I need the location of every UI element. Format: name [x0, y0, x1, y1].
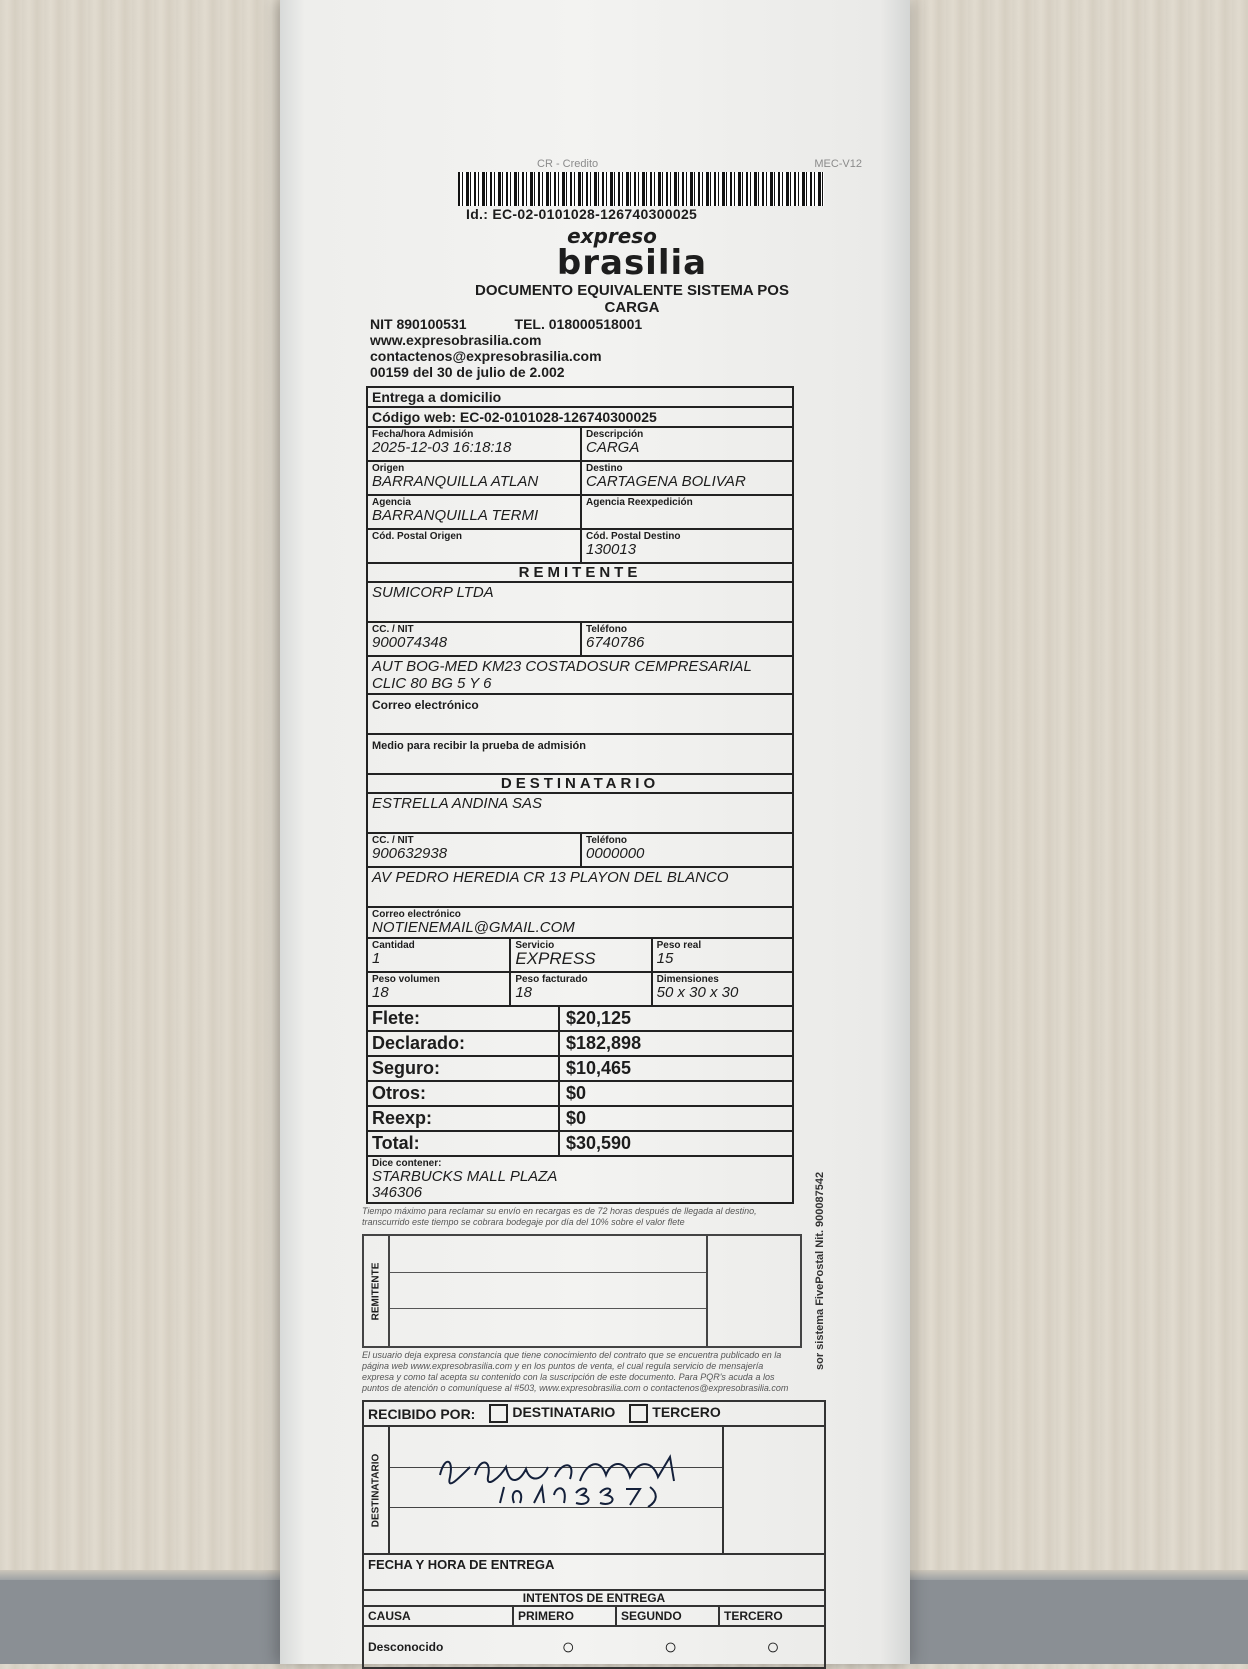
- document-subtitle: CARGA: [604, 299, 660, 316]
- sender-phone-value: 6740786: [586, 634, 645, 651]
- vol-weight-label: Peso volumen: [372, 974, 440, 985]
- sender-phone-cell: [580, 623, 792, 655]
- company-email: contactenos@expresobrasilia.com: [370, 348, 602, 364]
- logo-main-text: brasilia: [556, 243, 708, 283]
- sender-email-label: [368, 695, 792, 735]
- third-attempt-circle-icon: ○: [766, 1634, 780, 1659]
- contents-line1: STARBUCKS MALL PLAZA: [372, 1168, 558, 1185]
- sender-address-line1: AUT BOG-MED KM23 COSTADOSUR CEMPRESARIAL: [372, 658, 752, 675]
- sender-signature-box: [362, 1234, 802, 1348]
- real-weight-label: Peso real: [656, 940, 702, 951]
- third-party-option: [629, 1404, 720, 1423]
- recipient-email-value: NOTIENEMAIL@GMAIL.COM: [372, 919, 575, 936]
- vol-weight-value: 18: [372, 984, 389, 1001]
- document-title: DOCUMENTO EQUIVALENTE SISTEMA POS: [475, 282, 789, 299]
- brand-logo: [362, 224, 902, 283]
- delivery-date-label: FECHA Y HORA DE ENTREGA: [364, 1553, 824, 1589]
- postal-origin-cell: [368, 530, 580, 562]
- origin-cell: [368, 462, 580, 494]
- agency-label: Agencia: [372, 497, 411, 508]
- company-resolution: 00159 del 30 de julio de 2.002: [370, 364, 565, 380]
- sender-medium-text: Medio para recibir la prueba de admisión: [372, 740, 586, 752]
- tracking-id: Id.: EC-02-0101028-126740300025: [466, 206, 698, 222]
- charge-value: $30,590: [566, 1133, 632, 1153]
- recipient-signature-lines: [390, 1427, 724, 1553]
- third-attempt-label: TERCERO: [724, 1609, 783, 1623]
- signature-line: [390, 1308, 706, 1309]
- recipient-phone-label: Teléfono: [586, 835, 627, 846]
- receipt-paper: [280, 0, 910, 1664]
- recipient-address: AV PEDRO HEREDIA CR 13 PLAYON DEL BLANCO: [368, 868, 792, 908]
- qty-cell: [368, 939, 509, 971]
- received-by-header: [364, 1402, 824, 1425]
- postal-origin-label: Cód. Postal Origen: [372, 531, 463, 542]
- destination-cell: [580, 462, 792, 494]
- postal-dest-cell: [580, 530, 792, 562]
- charge-label: Otros:: [368, 1082, 560, 1105]
- provider-side-text: sor sistema FivePostal Nit. 900087542: [814, 1171, 826, 1370]
- recipient-email-cell: [368, 908, 792, 939]
- description-value: CARGA: [586, 439, 640, 456]
- ticket-content: [362, 158, 902, 1669]
- admission-label: Fecha/hora Admisión: [372, 429, 474, 440]
- second-attempt-circle-icon: ○: [663, 1634, 678, 1659]
- charge-value: $0: [566, 1108, 587, 1128]
- dims-value: 50 x 30 x 30: [656, 984, 739, 1001]
- sender-phone-label: Teléfono: [586, 624, 627, 635]
- handwritten-signature: [430, 1437, 710, 1507]
- reexp-agency-label: Agencia Reexpedición: [586, 497, 693, 508]
- recipient-side-text: DESTINATARIO: [370, 1453, 382, 1527]
- logo-top-text: expreso: [567, 224, 657, 248]
- web-code: Código web: EC-02-0101028-126740300025: [368, 408, 792, 428]
- billed-weight-label: Peso facturado: [515, 974, 588, 985]
- postal-dest-value: 130013: [586, 541, 637, 558]
- real-weight-cell: [651, 939, 792, 971]
- received-by-section: [362, 1400, 826, 1669]
- barcode: [458, 172, 824, 206]
- charge-label: Reexp:: [368, 1107, 560, 1130]
- description-label: Descripción: [586, 429, 644, 440]
- charge-value: $0: [566, 1083, 587, 1103]
- sender-nit-label: CC. / NIT: [372, 624, 414, 635]
- company-phone: TEL. 018000518001: [514, 316, 643, 332]
- postal-dest-label: Cód. Postal Destino: [586, 531, 681, 542]
- contents-label: Dice contener:: [372, 1158, 442, 1169]
- agency-value: BARRANQUILLA TERMI: [372, 507, 539, 524]
- attempts-header: [364, 1605, 824, 1625]
- contract-terms: El usuario deja expresa constancia que tiene conocimiento del contrato que se encuentra publicado en la página web www.expresobrasilia.com y en los puntos de venta, el cual regula servicio de mensajería expresa y como tal acepta su contenido con la suscripción de este documento. Para PQR's acuda a los puntos de atención o comuníquese al #503, www.expresobrasilia.com o contactenos@expresobrasilia.com: [362, 1350, 789, 1393]
- sender-side-text: REMITENTE: [370, 1262, 382, 1320]
- company-web: www.expresobrasilia.com: [370, 332, 542, 348]
- shipment-table: [366, 386, 794, 1204]
- sender-email-label-text: Correo electrónico: [372, 698, 479, 712]
- charge-value: $10,465: [566, 1058, 632, 1078]
- agency-cell: [368, 496, 580, 528]
- charge-label: Seguro:: [368, 1057, 560, 1080]
- destination-value: CARTAGENA BOLIVAR: [586, 473, 746, 490]
- origin-value: BARRANQUILLA ATLAN: [372, 473, 539, 490]
- vol-weight-cell: [368, 973, 509, 1005]
- charge-row: [368, 1082, 792, 1107]
- destination-label: Destino: [586, 463, 623, 474]
- qty-value: 1: [372, 950, 381, 967]
- ticket-top-row: [362, 158, 902, 170]
- service-cell: [509, 939, 650, 971]
- sender-title: REMITENTE: [368, 564, 792, 583]
- first-attempt-circle-icon: ○: [561, 1634, 575, 1659]
- recipient-nit-label: CC. / NIT: [372, 835, 414, 846]
- cause-unknown: Desconocido: [368, 1640, 444, 1654]
- sender-stamp-area: [708, 1236, 800, 1346]
- charge-label: Declarado:: [368, 1032, 560, 1055]
- admission-value: 2025-12-03 16:18:18: [372, 439, 512, 456]
- company-info: [370, 316, 902, 380]
- sender-name: SUMICORP LTDA: [368, 583, 792, 623]
- recipient-option: [489, 1404, 615, 1423]
- charge-row: [368, 1107, 792, 1132]
- charge-row: [368, 1032, 792, 1057]
- billed-weight-cell: [509, 973, 650, 1005]
- sender-medium: [368, 735, 792, 775]
- sender-nit-cell: [368, 623, 580, 655]
- recipient-phone-cell: [580, 834, 792, 866]
- sender-signature-lines: [390, 1236, 708, 1346]
- service-value: EXPRESS: [515, 949, 596, 968]
- delivery-attempts-label: INTENTOS DE ENTREGA: [364, 1589, 824, 1605]
- qty-label: Cantidad: [372, 940, 415, 951]
- description-cell: [580, 428, 792, 460]
- charge-value: $182,898: [566, 1033, 642, 1053]
- attempt-row: [364, 1625, 824, 1667]
- credit-label: CR - Credito: [537, 158, 599, 170]
- charge-row: [368, 1007, 792, 1032]
- real-weight-value: 15: [656, 950, 674, 967]
- sender-address: [368, 657, 792, 695]
- signature-line: [390, 1507, 722, 1508]
- version-label: MEC-V12: [814, 158, 862, 170]
- sender-address-line2: CLIC 80 BG 5 Y 6: [372, 675, 492, 692]
- received-by-label: RECIBIDO POR:: [368, 1405, 476, 1422]
- second-attempt-label: SEGUNDO: [617, 1607, 720, 1625]
- recipient-nit-cell: [368, 834, 580, 866]
- dims-cell: [651, 973, 792, 1005]
- recipient-title: DESTINATARIO: [368, 775, 792, 794]
- recipient-name: ESTRELLA ANDINA SAS: [368, 794, 792, 834]
- recipient-nit-value: 900632938: [372, 845, 448, 862]
- delivery-type: Entrega a domicilio: [368, 388, 792, 408]
- signature-line: [390, 1272, 706, 1273]
- billed-weight-value: 18: [515, 984, 532, 1001]
- reexp-agency-cell: [580, 496, 792, 528]
- cause-label: CAUSA: [364, 1607, 514, 1625]
- recipient-email-label: Correo electrónico: [372, 909, 461, 920]
- sender-nit-value: 900074348: [372, 634, 448, 651]
- charge-label: Total:: [368, 1132, 560, 1155]
- service-label: Servicio: [515, 940, 555, 951]
- third-party-checkbox: [629, 1404, 648, 1423]
- contents-line2: 346306: [372, 1184, 423, 1201]
- admission-cell: [368, 428, 580, 460]
- received-signature-body: [364, 1425, 824, 1553]
- first-attempt-label: PRIMERO: [514, 1607, 617, 1625]
- charge-row: [368, 1132, 792, 1157]
- charge-value: $20,125: [566, 1008, 632, 1028]
- recipient-checkbox: [489, 1404, 508, 1423]
- recipient-option-label: DESTINATARIO: [512, 1404, 616, 1421]
- sender-side-label: [364, 1236, 390, 1346]
- contents-cell: [368, 1157, 792, 1202]
- third-party-option-label: TERCERO: [652, 1404, 721, 1421]
- recipient-side-label: [364, 1427, 390, 1553]
- recipient-phone-value: 0000000: [586, 845, 645, 862]
- origin-label: Origen: [372, 463, 405, 474]
- charge-row: [368, 1057, 792, 1082]
- company-nit: NIT 890100531: [370, 316, 467, 332]
- claim-terms: Tiempo máximo para reclamar su envío en recargas es de 72 horas después de llegada al destino, transcurrido este tiempo se cobrara bodegaje por día del 10% sobre el valor flete: [362, 1206, 757, 1227]
- charge-label: Flete:: [368, 1007, 560, 1030]
- dims-label: Dimensiones: [656, 974, 719, 985]
- recipient-stamp-area: [724, 1427, 824, 1553]
